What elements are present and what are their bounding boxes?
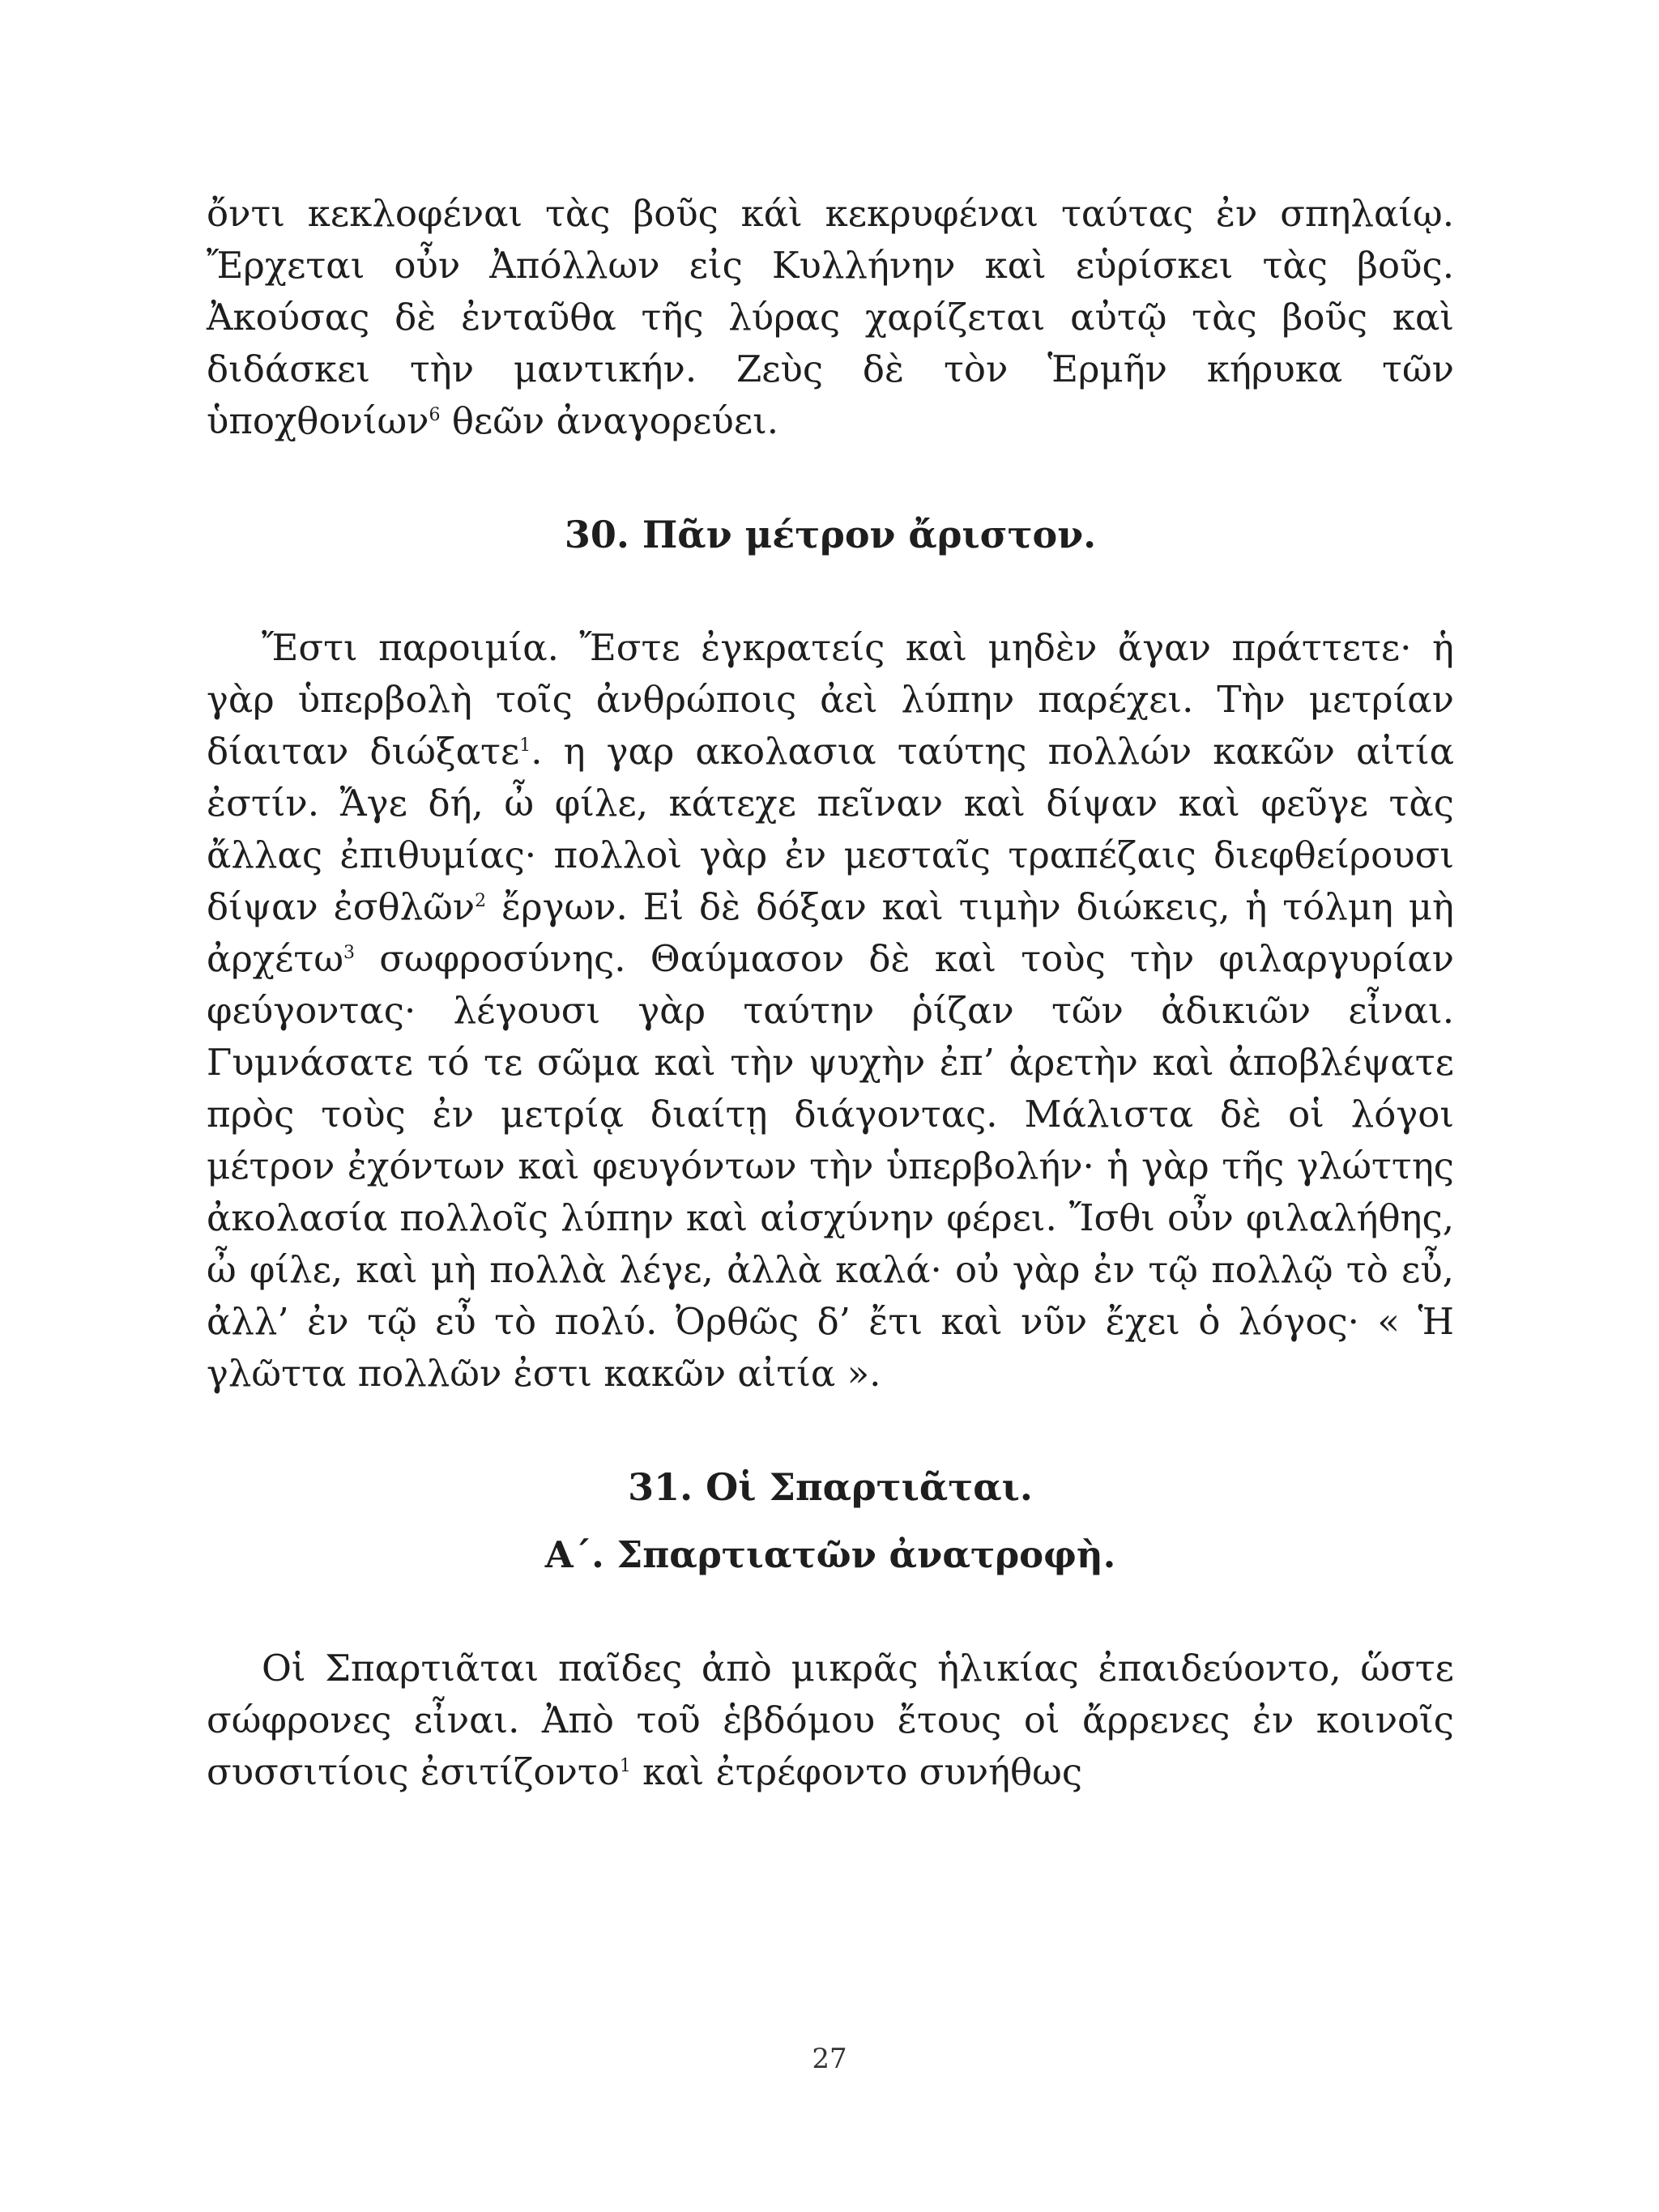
section-30-paragraph (207, 622, 1454, 1400)
section-31-subtitle: Α΄. Σπαρτιατῶν ἀνατροφὴ. (544, 1533, 1116, 1576)
spacer (207, 1581, 1454, 1643)
spacer (207, 560, 1454, 622)
section-31-title: 31. Οἱ Σπαρτιᾶται. (628, 1465, 1033, 1509)
line: θεῶν ἀναγορεύει. (440, 399, 779, 442)
text: ἔργων. Εἰ δὲ δόξαν καὶ τιμὴν διώκεις, ἡ τόλμη μὴ ἀρχέτω (207, 885, 1454, 980)
footnote-marker: 1 (519, 735, 531, 756)
section-31-paragraph (207, 1643, 1454, 1798)
text: . η γαρ ακολασια ταύτης πολλών κακῶν αἰτία ἐστίν. Ἄγε δή, ὦ φίλε, κάτεχε πεῖναν καὶ δίψαν καὶ φεῦγε τὰς ἄλλας ἐπιθυμίας· πολλοὶ γὰρ ἐν μεσταῖς τραπέζαις διεφθείρουσι δίψαν ἐσθλῶν (207, 730, 1455, 928)
line: Ἔρχεται οὖν Ἀπόλλων εἰς Κυλλήνην καὶ εὑρίσκει τὰς βοῦς. (207, 244, 1454, 287)
line: ὄντι κεκλοφέναι τὰς βοῦς κάὶ κεκρυφέναι ταύτας ἐν σπηλαίῳ. (207, 192, 1454, 235)
line: καὶ διδάσκει τὴν μαντικήν. Ζεὺς δὲ τὸν Ἑρμῆν κήρυκα τῶν (207, 296, 1454, 390)
line: ὑποχθονίων (207, 399, 429, 442)
spacer (207, 447, 1454, 509)
footnote-marker: 6 (429, 405, 441, 425)
text: σωφροσύνης. Θαύμασον δὲ καὶ τοὺς τὴν φιλαργυρίαν φεύγοντας· λέγουσι γὰρ ταύτην ῥίζαν τῶν ἀδικιῶν εἶναι. Γυμνάσατε τό τε σῶμα καὶ τὴν ψυχὴν ἐπ’ ἀρετὴν καὶ ἀποβλέψατε πρὸς τοὺς ἐν μετρίᾳ διαίτῃ διάγοντας. Μάλιστα δὲ οἱ λόγοι μέτρον ἐχόντων καὶ φευγόντων τὴν ὑπερβολήν· ἡ γὰρ τῆς γλώττης ἀκολασία πολλοῖς λύπην καὶ αἰσχύνην φέρει. Ἴσθι οὖν φιλαλήθης, ὦ φίλε, καὶ μὴ πολλὰ λέγε, ἀλλὰ καλά· οὐ γὰρ ἐν τῷ πολλῷ τὸ εὖ, ἀλλ’ ἐν τῷ εὖ τὸ πολύ. Ὀρθῶς δ’ ἔτι καὶ νῦν ἔχει ὁ λόγος· « Ἡ γλῶττα πολλῶν ἐστι κακῶν αἰτία ». (207, 937, 1454, 1395)
page-number: 27 (812, 2043, 847, 2075)
text-column (207, 188, 1454, 1798)
text: Οἱ Σπαρτιᾶται παῖδες ἀπὸ μικρᾶς ἡλικίας ἐπαιδεύοντο, ὥστε σώφρονες εἶναι. Ἀπὸ τοῦ ἑβδόμου ἔτους οἱ ἄρρενες ἐν κοινοῖς συσσιτίοις ἐσιτίζοντο (207, 1647, 1454, 1793)
spacer (207, 1513, 1454, 1529)
footnote-marker: 1 (619, 1756, 631, 1776)
footnote-marker: 2 (475, 891, 487, 911)
section-30-title: 30. Πᾶν μέτρον ἄριστον. (564, 513, 1097, 556)
footnote-marker: 3 (343, 943, 356, 963)
line: Ἀκούσας δὲ ἐνταῦθα τῆς λύρας χαρίζεται αὐτῷ τὰς βοῦς (207, 296, 1392, 339)
text: Ἔστι παροιμία. Ἔστε ἐγκρατείς καὶ μηδὲν ἄγαν πράττετε· ἡ γὰρ ὑπερβολὴ τοῖς ἀνθρώποις ἀεὶ λύπην παρέχει. Τὴν μετρίαν δίαιταν διώξατε (207, 626, 1454, 773)
text: καὶ ἐτρέφοντο συνήθως (630, 1750, 1083, 1793)
spacer (207, 1400, 1454, 1461)
continuation-paragraph (207, 188, 1454, 447)
